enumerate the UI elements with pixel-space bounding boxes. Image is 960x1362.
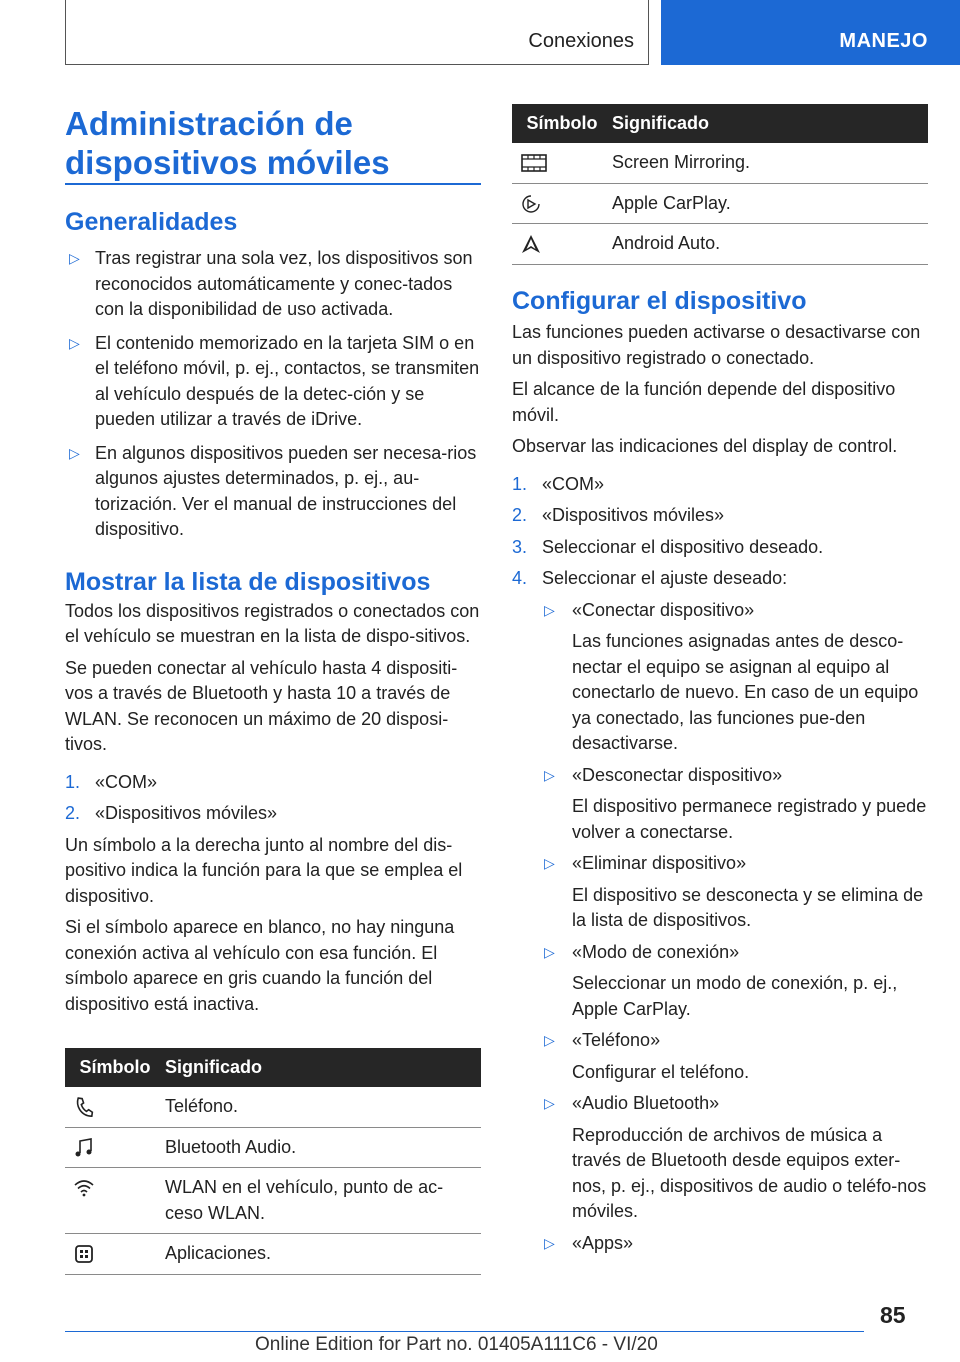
table-row <box>65 1234 481 1275</box>
option-item: ▷ «Teléfono» <box>512 1028 928 1054</box>
option-desc: Las funciones asignadas antes de desco-nectar el equipo se asignan al equipo al conectarlo de nuevo. En caso de un equipo ya conectado, las funciones pue-den desactivarse. <box>572 631 919 753</box>
page-title: Administración de dispositivos móviles <box>65 105 390 181</box>
col-symbol-header: Símbolo <box>512 104 612 143</box>
option-desc: El dispositivo permanece registrado y puede volver a conectarse. <box>572 796 927 842</box>
paragraph: Observar las indicaciones del display de control. <box>512 436 898 456</box>
triangle-bullet-icon: ▷ <box>544 766 555 783</box>
music-note-icon <box>73 1137 95 1159</box>
general-heading: Generalidades <box>65 208 238 236</box>
table-row <box>65 1087 481 1127</box>
table-row <box>512 143 928 183</box>
title-rule <box>65 183 481 185</box>
triangle-bullet-icon: ▷ <box>544 601 555 618</box>
triangle-bullet-icon: ▷ <box>544 1095 555 1111</box>
paragraph: Se pueden conectar al vehículo hasta 4 dispositi-vos a través de Bluetooth y hasta 10 a través de WLAN. Se reconocen un máximo de 20 disposi-tivos. <box>65 657 458 754</box>
table-cell: Apple CarPlay. <box>612 183 928 224</box>
android-auto-icon <box>520 233 542 255</box>
table-cell: Aplicaciones. <box>165 1234 481 1275</box>
carplay-icon <box>520 193 542 215</box>
table-cell: Bluetooth Audio. <box>165 1127 481 1168</box>
option-item: ▷ «Modo de conexión» <box>512 940 928 966</box>
footer-rule <box>65 1331 864 1332</box>
table-row <box>65 1127 481 1168</box>
page-number: 85 <box>880 1302 906 1328</box>
header-chapter-tab <box>661 0 960 65</box>
table-cell: Screen Mirroring. <box>612 143 928 183</box>
triangle-bullet-icon: ▷ <box>544 943 555 960</box>
step-item: 1. «COM» <box>512 473 605 494</box>
option-item: ▷ «Apps» <box>512 1231 928 1257</box>
triangle-bullet-icon: ▷ <box>544 855 555 871</box>
phone-icon <box>73 1096 95 1118</box>
device-list-heading: Mostrar la lista de dispositivos <box>65 567 431 596</box>
apps-icon <box>73 1243 95 1265</box>
left-column <box>65 207 481 1017</box>
option-item: ▷ «Desconectar dispositivo» <box>512 763 928 789</box>
step-item: 4. Seleccionar el ajuste deseado: <box>512 568 788 588</box>
table-cell: Android Auto. <box>612 224 928 265</box>
option-item: ▷ «Conectar dispositivo» <box>512 598 928 624</box>
paragraph: Un símbolo a la derecha junto al nombre del dis-positivo indica la función para la que se emplea el dispositivo. <box>65 834 463 906</box>
symbol-table-left <box>65 1048 481 1275</box>
option-desc: Configurar el teléfono. <box>572 1061 750 1082</box>
step-item: 2. «Dispositivos móviles» <box>512 505 725 525</box>
col-meaning-header: Significado <box>165 1048 481 1087</box>
step-item: 1. «COM» <box>65 771 158 792</box>
table-cell: WLAN en el vehículo, punto de ac-ceso WLAN. <box>165 1168 481 1234</box>
footer-edition: Online Edition for Part no. 01405A111C6 - VI/20 <box>255 1334 658 1355</box>
step-item: 3. Seleccionar el dispositivo deseado. <box>512 536 824 557</box>
general-bullet: ▷ Tras registrar una sola vez, los dispositivos son reconocidos automáticamente y conec-tados con la disponibilidad de uso activada. <box>69 248 473 319</box>
option-desc: Seleccionar un modo de conexión, p. ej., Apple CarPlay. <box>572 973 898 1019</box>
table-row <box>65 1168 481 1234</box>
triangle-bullet-icon: ▷ <box>69 334 80 351</box>
screen-mirroring-icon <box>520 152 548 174</box>
header-section-label: Conexiones <box>528 30 634 52</box>
header-chapter-label: MANEJO <box>839 30 928 52</box>
triangle-bullet-icon: ▷ <box>544 1234 555 1251</box>
option-item: ▷ «Eliminar dispositivo» <box>512 851 928 877</box>
table-row <box>512 183 928 224</box>
paragraph: Todos los dispositivos registrados o conectados con el vehículo se muestran en la lista de dispo-sitivos. <box>65 600 480 646</box>
header-section-tab <box>65 0 649 65</box>
symbol-table-right <box>512 104 928 265</box>
general-bullet: ▷ En algunos dispositivos pueden ser necesa-rios algunos ajustes determinados, p. ej., au-torización. Ver el manual de instrucciones del dispositivo. <box>69 442 477 539</box>
paragraph: Las funciones pueden activarse o desactivarse con un dispositivo registrado o conectado. <box>512 322 921 368</box>
col-meaning-header: Significado <box>612 104 928 143</box>
option-item: ▷ «Audio Bluetooth» <box>512 1091 928 1117</box>
option-desc: Reproducción de archivos de música a través de Bluetooth desde equipos exter-nos, p. ej., dispositivos de audio o teléfo-nos móviles. <box>572 1124 927 1221</box>
col-symbol-header: Símbolo <box>65 1048 165 1087</box>
configure-heading: Configurar el dispositivo <box>512 287 807 315</box>
general-bullet: ▷ El contenido memorizado en la tarjeta SIM o en el teléfono móvil, p. ej., contactos, se transmiten al vehículo después de la detec-ción y se pueden utilizar a través de iDrive. <box>69 332 480 429</box>
triangle-bullet-icon: ▷ <box>544 1032 555 1048</box>
table-row <box>512 224 928 265</box>
wifi-icon <box>73 1177 95 1199</box>
table-cell: Teléfono. <box>165 1087 481 1127</box>
option-desc: El dispositivo se desconecta y se elimina de la lista de dispositivos. <box>572 884 924 930</box>
paragraph: Si el símbolo aparece en blanco, no hay ninguna conexión activa al vehículo con esa función. El símbolo aparece en gris cuando la función del dispositivo está inactiva. <box>65 917 455 1014</box>
step-item: 2. «Dispositivos móviles» <box>65 803 278 823</box>
triangle-bullet-icon: ▷ <box>69 250 80 266</box>
paragraph: El alcance de la función depende del dispositivo móvil. <box>512 379 896 425</box>
right-column <box>512 286 928 1256</box>
triangle-bullet-icon: ▷ <box>69 444 80 461</box>
